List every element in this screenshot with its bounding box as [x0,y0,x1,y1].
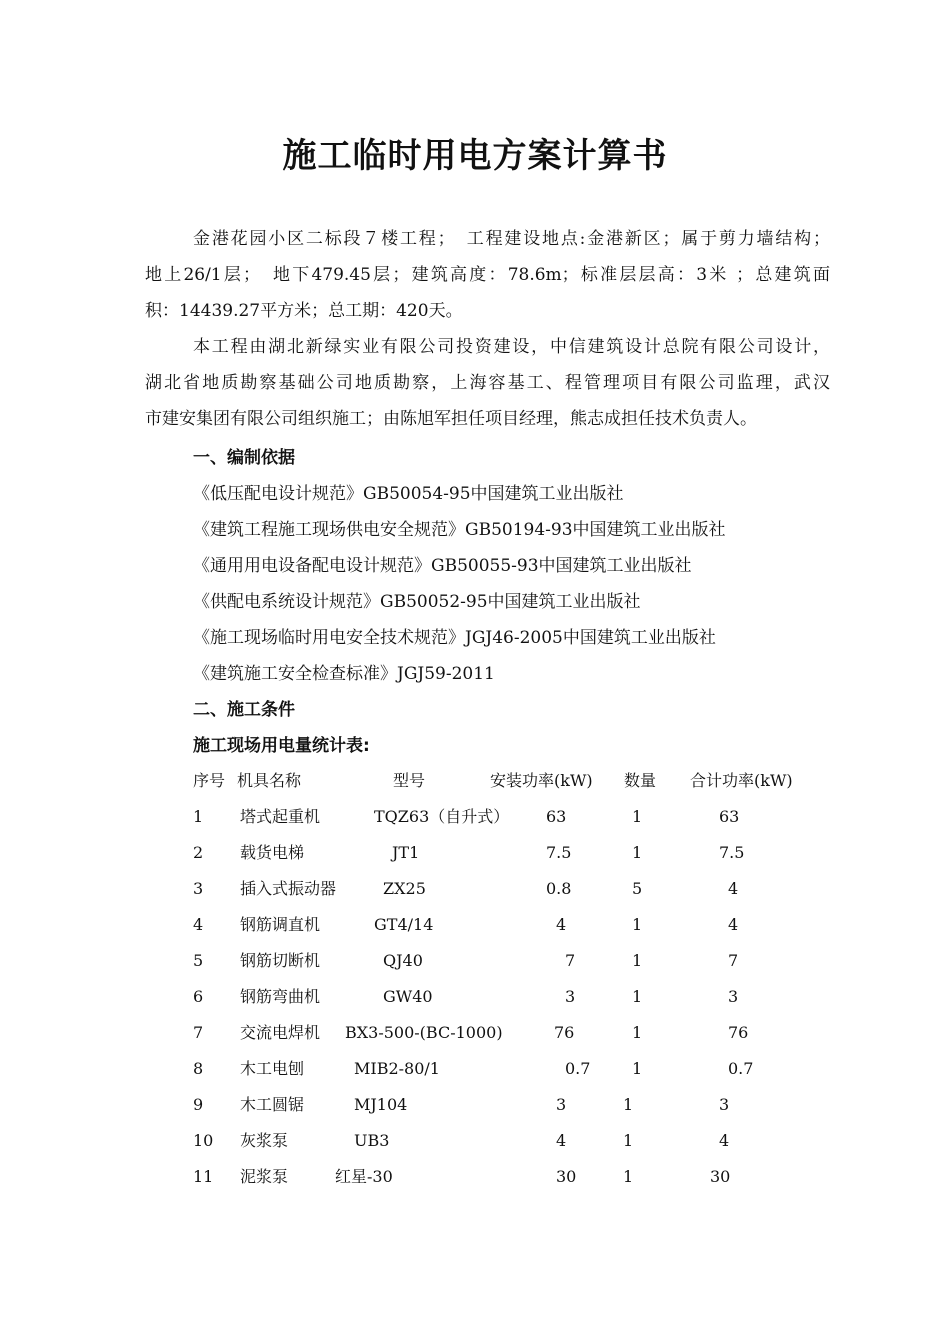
table-cell-name: 灰浆泵 [240,1131,289,1150]
table-cell-power: 4 [556,915,567,934]
table-cell-model: MJ104 [354,1095,408,1114]
reference-item: 《低压配电设计规范》GB50054-95中国建筑工业出版社 [193,484,624,504]
table-cell-qty: 1 [632,951,643,970]
table-cell-power: 7.5 [546,843,572,862]
column-header-total: 合计功率(kW) [690,771,793,790]
table-title: 施工现场用电量统计表: [193,736,370,756]
table-cell-total: 3 [728,987,739,1006]
table-cell-model: QJ40 [383,951,423,970]
table-cell-qty: 1 [623,1131,634,1150]
table-cell-total: 30 [710,1167,731,1186]
table-cell-model: ZX25 [383,879,426,898]
table-cell-index: 9 [193,1095,204,1114]
intro-line-1: 金港花园小区二标段７楼工程； 工程建设地点:金港新区；属于剪力墙结构； [193,229,830,249]
document-title: 施工临时用电方案计算书 [282,136,668,176]
table-cell-power: 3 [556,1095,567,1114]
table-cell-index: 5 [193,951,204,970]
table-cell-name: 交流电焊机 [240,1023,321,1042]
column-header-power: 安装功率(kW) [490,771,593,790]
table-cell-name: 木工电刨 [240,1059,305,1078]
table-cell-index: 8 [193,1059,204,1078]
reference-item: 《建筑施工安全检查标准》JGJ59-2011 [193,664,495,684]
table-cell-total: 63 [719,807,740,826]
section-heading-basis: 一、编制依据 [193,448,295,468]
table-cell-power: 4 [556,1131,567,1150]
table-cell-total: 4 [728,879,739,898]
table-cell-qty: 1 [632,987,643,1006]
column-header-model: 型号 [393,771,426,790]
table-cell-model: UB3 [354,1131,390,1150]
table-cell-total: 4 [719,1131,730,1150]
table-cell-index: 11 [193,1167,214,1186]
reference-item: 《施工现场临时用电安全技术规范》JGJ46-2005中国建筑工业出版社 [193,628,716,648]
table-cell-index: 10 [193,1131,214,1150]
table-cell-model: 红星-30 [335,1167,393,1186]
column-header-name: 机具名称 [237,771,302,790]
table-cell-model: BX3-500-(BC-1000) [345,1023,503,1042]
reference-item: 《供配电系统设计规范》GB50052-95中国建筑工业出版社 [193,592,641,612]
table-cell-index: 4 [193,915,204,934]
table-cell-model: JT1 [392,843,420,862]
table-cell-qty: 1 [632,915,643,934]
table-cell-power: 3 [565,987,576,1006]
reference-item: 《建筑工程施工现场供电安全规范》GB50194-93中国建筑工业出版社 [193,520,726,540]
table-cell-name: 载货电梯 [240,843,305,862]
parties-line-2: 湖北省地质勘察基础公司地质勘察，上海容基工、程管理项目有限公司监理，武汉 [145,373,830,393]
table-cell-qty: 1 [632,1023,643,1042]
table-cell-power: 0.7 [565,1059,591,1078]
table-cell-total: 4 [728,915,739,934]
table-cell-power: 30 [556,1167,577,1186]
table-cell-qty: 1 [623,1095,634,1114]
reference-item: 《通用用电设备配电设计规范》GB50055-93中国建筑工业出版社 [193,556,692,576]
table-cell-index: 2 [193,843,204,862]
table-cell-qty: 1 [632,843,643,862]
table-cell-name: 木工圆锯 [240,1095,305,1114]
table-cell-index: 3 [193,879,204,898]
table-cell-total: 76 [728,1023,749,1042]
table-cell-index: 1 [193,807,204,826]
table-cell-name: 泥浆泵 [240,1167,289,1186]
table-cell-model: GT4/14 [374,915,434,934]
table-cell-name: 钢筋调直机 [240,915,321,934]
table-cell-total: 7.5 [719,843,745,862]
table-cell-qty: 1 [632,807,643,826]
table-cell-total: 7 [728,951,739,970]
table-cell-model: GW40 [383,987,433,1006]
table-cell-index: 6 [193,987,204,1006]
table-cell-name: 钢筋弯曲机 [240,987,321,1006]
table-cell-power: 76 [554,1023,575,1042]
table-cell-qty: 5 [632,879,643,898]
column-header-index: 序号 [193,771,226,790]
parties-line-1: 本工程由湖北新绿实业有限公司投资建设，中信建筑设计总院有限公司设计， [193,337,830,357]
table-cell-power: 0.8 [546,879,572,898]
intro-line-3: 积：14439.27平方米；总工期：420天。 [145,301,463,321]
table-cell-name: 塔式起重机 [240,807,321,826]
table-cell-qty: 1 [632,1059,643,1078]
table-cell-model: TQZ63（自升式） [374,807,510,826]
table-cell-name: 钢筋切断机 [240,951,321,970]
table-cell-index: 7 [193,1023,204,1042]
table-cell-name: 插入式振动器 [240,879,337,898]
parties-line-3: 市建安集团有限公司组织施工；由陈旭军担任项目经理，熊志成担任技术负责人。 [145,409,757,429]
section-heading-conditions: 二、施工条件 [193,700,295,720]
table-cell-total: 3 [719,1095,730,1114]
table-cell-qty: 1 [623,1167,634,1186]
table-cell-total: 0.7 [728,1059,754,1078]
table-cell-model: MIB2-80/1 [354,1059,440,1078]
table-cell-power: 63 [546,807,567,826]
intro-line-2: 地上26/1层； 地下479.45层；建筑高度：78.6m；标准层层高：3米 ；总建筑面 [145,265,830,285]
table-cell-power: 7 [565,951,576,970]
column-header-qty: 数量 [624,771,657,790]
